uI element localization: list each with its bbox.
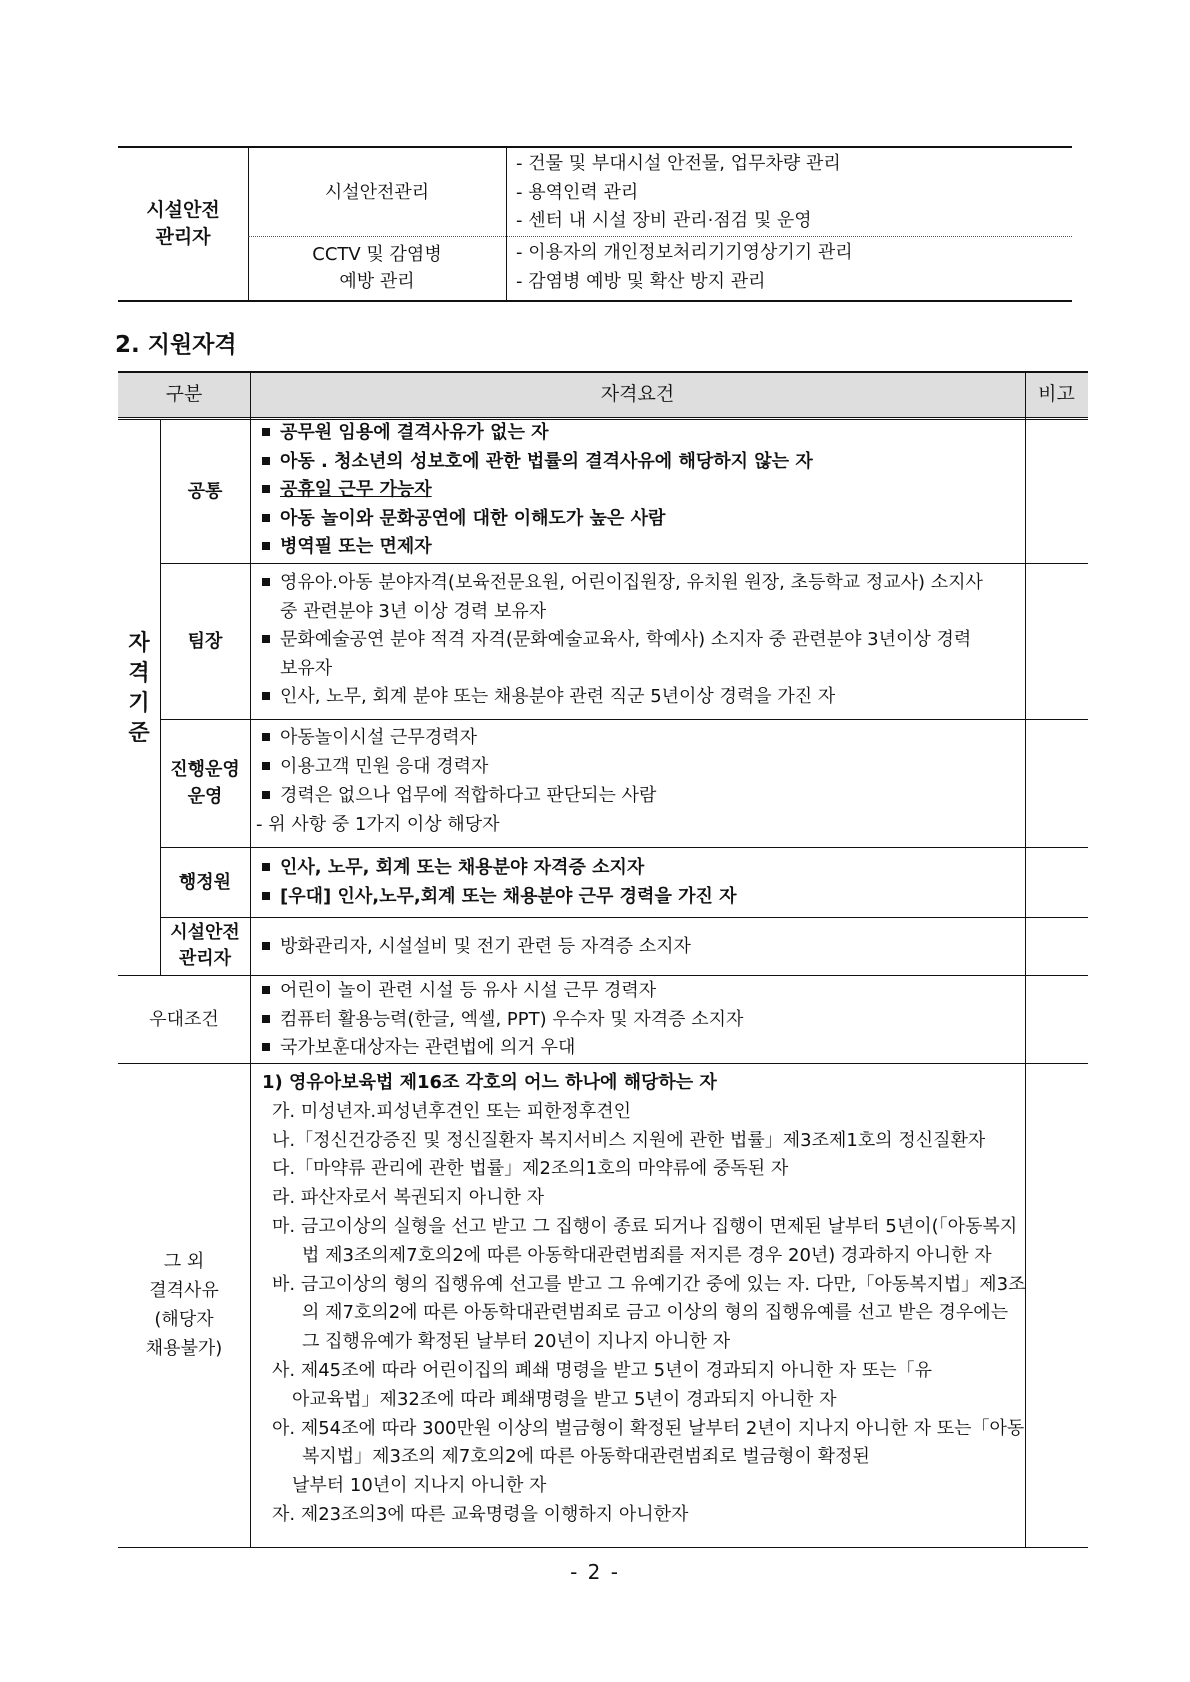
list-item xyxy=(262,683,983,712)
list-item: - 감염병 예방 및 확산 방지 관리 xyxy=(516,270,766,292)
list-item xyxy=(262,781,656,810)
list-item-text: 경력은 없으나 업무에 적합하다고 판단되는 사람 xyxy=(280,785,657,806)
row-label: 시설안전 xyxy=(170,922,240,943)
list-item-text: 어린이 놀이 관련 시설 등 유사 시설 근무 경력자 xyxy=(280,980,657,1001)
list-item xyxy=(262,626,983,655)
list-item xyxy=(262,723,656,752)
reason-item-continuation: 아교육법」제32조에 따라 폐쇄명령을 받고 5년이 경과되지 아니한 자 xyxy=(292,1388,837,1410)
row-label: 채용불가) xyxy=(145,1338,223,1359)
bullet-icon xyxy=(262,428,270,436)
header-label: 비고 xyxy=(1038,382,1075,405)
list-item xyxy=(262,1006,743,1035)
category-line: 시설안전 xyxy=(146,199,220,221)
list-item-text: 아동놀이시설 근무경력자 xyxy=(280,727,477,748)
qualification-table xyxy=(118,371,1088,1547)
header-label: 구분 xyxy=(165,382,203,405)
common-requirements xyxy=(262,419,813,562)
list-item xyxy=(262,505,813,534)
list-item: - 이용자의 개인정보처리기기영상기기 관리 xyxy=(516,242,853,263)
list-item xyxy=(262,533,813,562)
reason-item-continuation: 법 제3조의제7호의2에 따른 아동학대관련범죄를 저지른 경우 20년) 경과하지 아니한 자 xyxy=(302,1244,992,1266)
list-item-text: 인사, 노무, 회계 분야 또는 채용분야 관련 직군 5년이상 경력을 가진 자 xyxy=(280,686,836,707)
row-label-operation xyxy=(160,719,250,847)
list-item xyxy=(262,882,737,911)
list-item-text: 컴퓨터 활용능력(한글, 엑셀, PPT) 우수자 및 자격증 소지자 xyxy=(280,1008,744,1030)
list-item-text: 병역필 또는 면제자 xyxy=(280,536,432,557)
header-category xyxy=(118,371,250,417)
column-divider xyxy=(250,371,251,1547)
list-item: - 건물 및 부대시설 안전물, 업무차량 관리 xyxy=(516,153,841,174)
row-label: (해당자 xyxy=(154,1309,214,1330)
task-cell xyxy=(248,236,506,300)
row-label: 그 외 xyxy=(163,1251,205,1272)
list-item xyxy=(262,419,813,448)
header-label: 자격요건 xyxy=(600,382,675,405)
reason-item: 자. 제23조의3에 따른 교육명령을 이행하지 아니한자 xyxy=(272,1503,689,1525)
bullet-icon xyxy=(262,635,270,643)
list-item xyxy=(262,569,983,598)
page-number: - 2 - xyxy=(570,1560,620,1584)
list-item: - 용역인력 관리 xyxy=(516,181,639,203)
reason-item: 아. 제54조에 따라 300만원 이상의 벌금형이 확정된 날부터 2년이 지나지 아니한 자 또는「아동 xyxy=(272,1417,1025,1439)
group-label-qualification xyxy=(118,629,160,749)
task-cell xyxy=(248,148,506,236)
row-divider xyxy=(160,917,1088,918)
list-item-text: 공휴일 근무 가능자 xyxy=(280,479,432,500)
list-item xyxy=(262,476,813,505)
list-item-text: 아동 놀이와 문화공연에 대한 이해도가 높은 사람 xyxy=(280,507,666,529)
reason-item-continuation: 의 제7호의2에 따른 아동학대관련범죄로 금고 이상의 형의 집행유예를 선고 받은 경우에는 xyxy=(302,1302,1009,1324)
list-item-text: 인사, 노무, 회계 또는 채용분야 자격증 소지자 xyxy=(280,857,645,878)
bullet-icon xyxy=(262,514,270,522)
category-line: 관리자 xyxy=(155,226,211,248)
list-item xyxy=(262,1034,743,1063)
row-label: 우대조건 xyxy=(149,1008,219,1030)
bullet-icon xyxy=(262,733,270,741)
row-label: 공통 xyxy=(187,480,223,502)
list-item-text: 방화관리자, 시설설비 및 전기 관련 등 자격증 소지자 xyxy=(280,936,691,957)
row-label-preference xyxy=(118,975,250,1063)
header-requirements xyxy=(250,371,1025,417)
bullet-icon xyxy=(262,542,270,550)
reason-item-continuation: 날부터 10년이 지나지 아니한 자 xyxy=(292,1475,547,1497)
group-label-char: 격 xyxy=(128,661,150,686)
row-divider xyxy=(160,563,1088,564)
task-label: 예방 관리 xyxy=(339,271,415,292)
leader-requirements xyxy=(262,569,983,712)
reason-item-continuation: 복지법」제3조의 제7호의2에 따른 아동학대관련범죄로 벌금형이 확정된 xyxy=(302,1446,870,1468)
list-item: - 센터 내 시설 장비 관리·점검 및 운영 xyxy=(516,210,812,231)
bullet-icon xyxy=(262,791,270,799)
bullet-icon xyxy=(262,863,270,871)
reason-item: 가. 미성년자.피성년후견인 또는 피한정후견인 xyxy=(272,1100,631,1122)
task-label: CCTV 및 감염병 xyxy=(312,244,442,265)
reason-heading: 1) 영유아보육법 제16조 각호의 어느 하나에 해당하는 자 xyxy=(262,1072,717,1093)
section-title: 2. 지원자격 xyxy=(115,332,237,358)
bullet-icon xyxy=(262,942,270,950)
reason-item: 나.「정신건강증진 및 정신질환자 복지서비스 지원에 관한 법률」제3조제1호의 정신질환자 xyxy=(272,1129,986,1151)
bullet-icon xyxy=(262,762,270,770)
row-label-facility xyxy=(160,917,250,975)
bullet-icon xyxy=(262,692,270,700)
reason-item: 바. 금고이상의 형의 집행유예 선고를 받고 그 유예기간 중에 있는 자. 다만,「아동복지법」제3조 xyxy=(272,1273,1026,1295)
reason-item-continuation: 그 집행유예가 확정된 날부터 20년이 지나지 아니한 자 xyxy=(302,1331,731,1353)
row-label: 관리자 xyxy=(178,948,232,969)
task-items xyxy=(516,239,853,296)
reason-item: 마. 금고이상의 실형을 선고 받고 그 집행이 종료 되거나 집행이 면제된 날부터 5년이(「아동복지 xyxy=(272,1215,1018,1237)
list-item-text: 아동 . 청소년의 성보호에 관한 법률의 결격사유에 해당하지 않는 자 xyxy=(280,450,813,472)
row-label: 진행운영 xyxy=(170,759,240,780)
row-label: 행정원 xyxy=(178,871,232,893)
disqualification-reasons xyxy=(262,1069,1026,1530)
row-divider xyxy=(118,1063,1088,1064)
row-label-common xyxy=(160,419,250,563)
row-label-leader xyxy=(160,563,250,719)
task-label: 시설안전관리 xyxy=(324,181,430,203)
facility-duty-table xyxy=(118,146,1072,302)
bullet-icon xyxy=(262,485,270,493)
row-divider xyxy=(160,719,1088,720)
column-divider xyxy=(506,148,507,300)
row-divider xyxy=(160,847,1088,848)
row-label-disqualification xyxy=(118,1063,250,1547)
list-item xyxy=(262,448,813,477)
group-label-char: 자 xyxy=(128,631,150,656)
list-item-text: 영유아.아동 분야자격(보육전문요원, 어린이집원장, 유치원 원장, 초등학교 정교사) 소지사 xyxy=(280,572,983,593)
table-bottom-border xyxy=(118,1547,1088,1548)
note-text: - 위 사항 중 1가지 이상 해당자 xyxy=(256,814,500,835)
group-label-char: 준 xyxy=(128,721,150,746)
row-label: 운영 xyxy=(187,786,223,807)
facility-requirements xyxy=(262,933,691,961)
header-notes xyxy=(1025,371,1088,417)
row-divider xyxy=(118,975,1088,976)
list-item-text: [우대] 인사,노무,회계 또는 채용분야 근무 경력을 가진 자 xyxy=(280,886,737,907)
list-item-text: 국가보훈대상자는 관련법에 의거 우대 xyxy=(280,1037,576,1058)
list-item xyxy=(262,977,743,1006)
list-item-text: 공무원 임용에 결격사유가 없는 자 xyxy=(280,422,549,443)
list-item-text: 이용고객 민원 응대 경력자 xyxy=(280,756,489,777)
bullet-icon xyxy=(262,1015,270,1023)
list-item xyxy=(262,752,656,781)
bullet-icon xyxy=(262,457,270,465)
bullet-icon xyxy=(262,892,270,900)
operation-requirements xyxy=(256,723,657,839)
list-item xyxy=(262,853,737,882)
category-cell xyxy=(118,148,248,300)
list-item xyxy=(262,933,691,961)
reason-item: 라. 파산자로서 복권되지 아니한 자 xyxy=(272,1187,545,1209)
admin-requirements xyxy=(262,853,737,911)
reason-item: 사. 제45조에 따라 어린이집의 폐쇄 명령을 받고 5년이 경과되지 아니한 자 또는「유 xyxy=(272,1359,933,1381)
list-item-continuation: 중 관련분야 3년 이상 경력 보유자 xyxy=(280,600,547,622)
reason-item: 다.「마약류 관리에 관한 법률」제2조의1호의 마약류에 중독된 자 xyxy=(272,1158,789,1180)
bullet-icon xyxy=(262,578,270,586)
bullet-icon xyxy=(262,1043,270,1051)
bullet-icon xyxy=(262,986,270,994)
group-label-char: 기 xyxy=(128,691,150,716)
row-label-admin xyxy=(160,847,250,917)
preference-requirements xyxy=(262,977,743,1063)
list-item-text: 문화예술공연 분야 적격 자격(문화예술교육사, 학예사) 소지자 중 관련분야 3년이상 경력 xyxy=(280,629,972,650)
row-label: 결격사유 xyxy=(149,1280,219,1301)
row-label: 팀장 xyxy=(187,630,223,652)
task-items xyxy=(516,150,841,236)
list-item-continuation: 보유자 xyxy=(280,657,333,679)
